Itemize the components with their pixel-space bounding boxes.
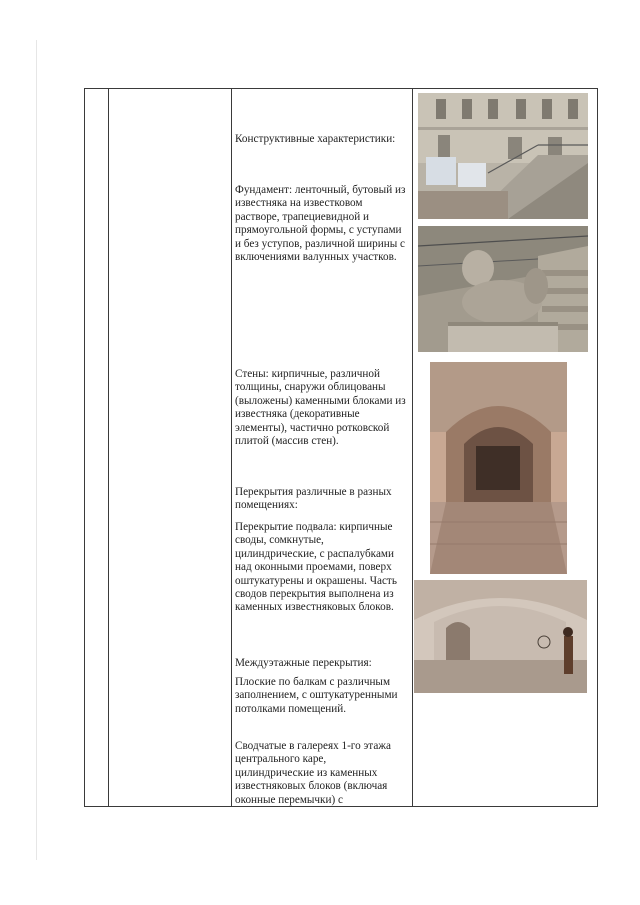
paragraph-floors: Перекрытия различные в разных помещениях: [235, 486, 392, 512]
sphinx-sculpture-photo [418, 226, 588, 352]
scan-edge-line [36, 40, 37, 860]
column-divider-3 [412, 89, 413, 806]
building-facade-staircase-photo [418, 93, 588, 219]
vaulted-corridor-photo [430, 362, 567, 574]
paragraph-flat-floors: Плоские по балкам с различным заполнением, с оштукатуренными потолками помещений. [235, 676, 398, 715]
paragraph-interfloor: Междуэтажные перекрытия: [235, 657, 372, 669]
column-divider-2 [231, 89, 232, 806]
heading-construction: Конструктивные характеристики: [235, 133, 396, 145]
paragraph-vaulted: Сводчатые в галереях 1-го этажа центрального каре, цилиндрические из каменных известняковых блоков (включая оконные перемычки) с [235, 740, 391, 806]
vaulted-room-photo [414, 580, 587, 693]
document-table [84, 88, 598, 807]
paragraph-basement-floor: Перекрытие подвала: кирпичные своды, сомкнутые, цилиндрические, с распалубками над оконными проемами, поверх оштукатурены и окрашены. Часть сводов перекрытия выполнена из каменных известняковых блоков. [235, 521, 397, 614]
paragraph-walls: Стены: кирпичные, различной толщины, снаружи облицованы (выложены) каменными блоками из известняка (декоративные элементы), частично ротковской плитой (массив стен). [235, 368, 406, 448]
paragraph-foundation: Фундамент: ленточный, бутовый из известняка на известковом растворе, трапециевидной и прямоугольной формы, с уступами и без уступов, различной ширины с включениями валунных участков. [235, 184, 406, 264]
column-divider-1 [108, 89, 109, 806]
